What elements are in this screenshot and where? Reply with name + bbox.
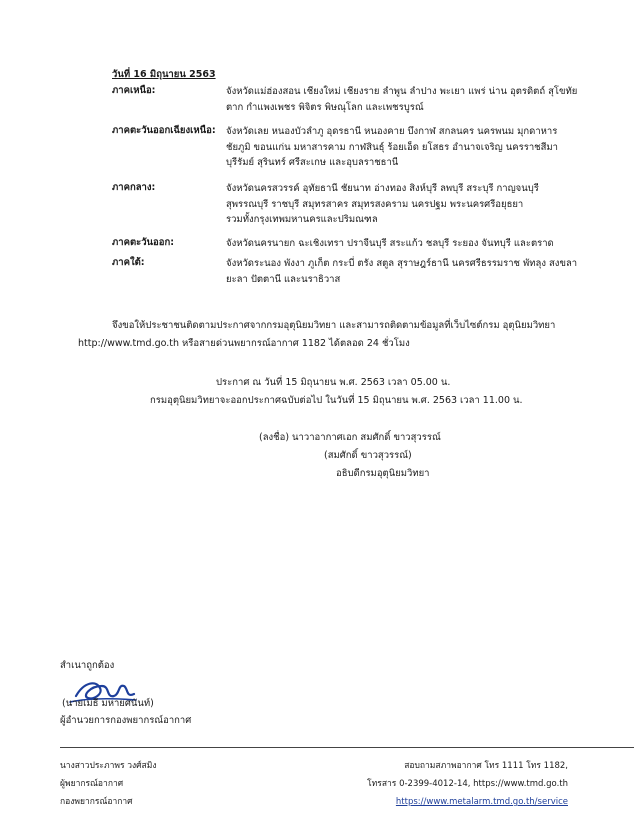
region-label: ภาคตะวันออกเฉียงเหนือ: — [112, 125, 216, 136]
region-line: ชัยภูมิ ขอนแก่น มหาสารคาม กาฬสินธุ์ ร้อยเอ็ด ยโสธร อำนาจเจริญ นครราชสีมา — [226, 141, 558, 153]
region-line: จังหวัดแม่ฮ่องสอน เชียงใหม่ เชียงราย ลำพูน ลำปาง พะเยา แพร่ น่าน อุตรดิตถ์ สุโขทัย — [226, 86, 578, 97]
notice-line: จึงขอให้ประชาชนติดตามประกาศจากกรมอุตุนิยมวิทยา และสามารถติดตามข้อมูลที่เว็บไซต์กรม อุตุนิยมวิทยา — [112, 320, 556, 331]
region-line: รวมทั้งกรุงเทพมหานครและปริมณฑล — [226, 214, 378, 225]
region-label: ภาคกลาง: — [112, 182, 156, 193]
region-line: ยะลา ปัตตานี และนราธิวาส — [226, 273, 341, 285]
region-label: ภาคเหนือ: — [112, 85, 156, 96]
copy-cert-title: ผู้อำนวยการกองพยากรณ์อากาศ — [60, 715, 192, 726]
region-line: สุพรรณบุรี ราชบุรี สมุทรสาคร สมุทรสงคราม นครปฐม พระนครศรีอยุธยา — [226, 198, 524, 210]
region-line: ตาก กำแพงเพชร พิจิตร พิษณุโลก และเพชรบูรณ์ — [226, 101, 424, 113]
signatory-title: อธิบดีกรมอุตุนิยมวิทยา — [336, 468, 430, 479]
region-line: จังหวัดนครสวรรค์ อุทัยธานี ชัยนาท อ่างทอง สิงห์บุรี ลพบุรี สระบุรี กาญจนบุรี — [226, 183, 539, 194]
next-announcement: กรมอุตุนิยมวิทยาจะออกประกาศฉบับต่อไป ในวันที่ 15 มิถุนายน พ.ศ. 2563 เวลา 11.00 น. — [150, 395, 523, 406]
footer-right-line: สอบถามสภาพอากาศ โทร 1111 โทร 1182, — [404, 761, 568, 771]
footer-right — [367, 757, 568, 811]
region-line: จังหวัดระนอง พังงา ภูเก็ต กระบี่ ตรัง สตูล สุราษฎร์ธานี นครศรีธรรมราช พัทลุง สงขลา — [226, 258, 578, 269]
footer-left-line: ผู้พยากรณ์อากาศ — [60, 779, 124, 789]
copy-cert-label: สำเนาถูกต้อง — [60, 660, 115, 671]
copy-cert-name: (นายเมธี มหายศนันท์) — [62, 698, 154, 709]
date-heading: วันที่ 16 มิถุนายน 2563 — [112, 69, 216, 80]
signed-line: (ลงชื่อ) นาวาอากาศเอก สมศักดิ์ ขาวสุวรรณ์ — [259, 432, 441, 443]
signatory-name: (สมศักดิ์ ขาวสุวรรณ์) — [324, 450, 412, 461]
footer-right-line: โทรสาร 0-2399-4012-14, https://www.tmd.go.th — [367, 779, 568, 789]
service-link[interactable]: https://www.metalarm.tmd.go.th/service — [395, 797, 568, 807]
region-line: บุรีรัมย์ สุรินทร์ ศรีสะเกษ และอุบลราชธานี — [226, 157, 399, 168]
footer-left-line: กองพยากรณ์อากาศ — [60, 797, 133, 807]
notice-line: http://www.tmd.go.th หรือสายด่วนพยากรณ์อากาศ 1182 ได้ตลอด 24 ชั่วโมง — [78, 338, 410, 349]
footer-left-line: นางสาวประภาพร วงศ์สมิง — [60, 761, 157, 771]
issued-time: ประกาศ ณ วันที่ 15 มิถุนายน พ.ศ. 2563 เวลา 05.00 น. — [216, 377, 451, 388]
region-line: จังหวัดเลย หนองบัวลำภู อุดรธานี หนองคาย บึงกาฬ สกลนคร นครพนม มุกดาหาร — [226, 126, 558, 137]
region-label: ภาคใต้: — [112, 257, 145, 268]
region-label: ภาคตะวันออก: — [112, 237, 175, 248]
region-line: จังหวัดนครนายก ฉะเชิงเทรา ปราจีนบุรี สระแก้ว ชลบุรี ระยอง จันทบุรี และตราด — [226, 238, 554, 249]
footer-divider — [60, 747, 634, 748]
footer-left — [60, 757, 157, 811]
